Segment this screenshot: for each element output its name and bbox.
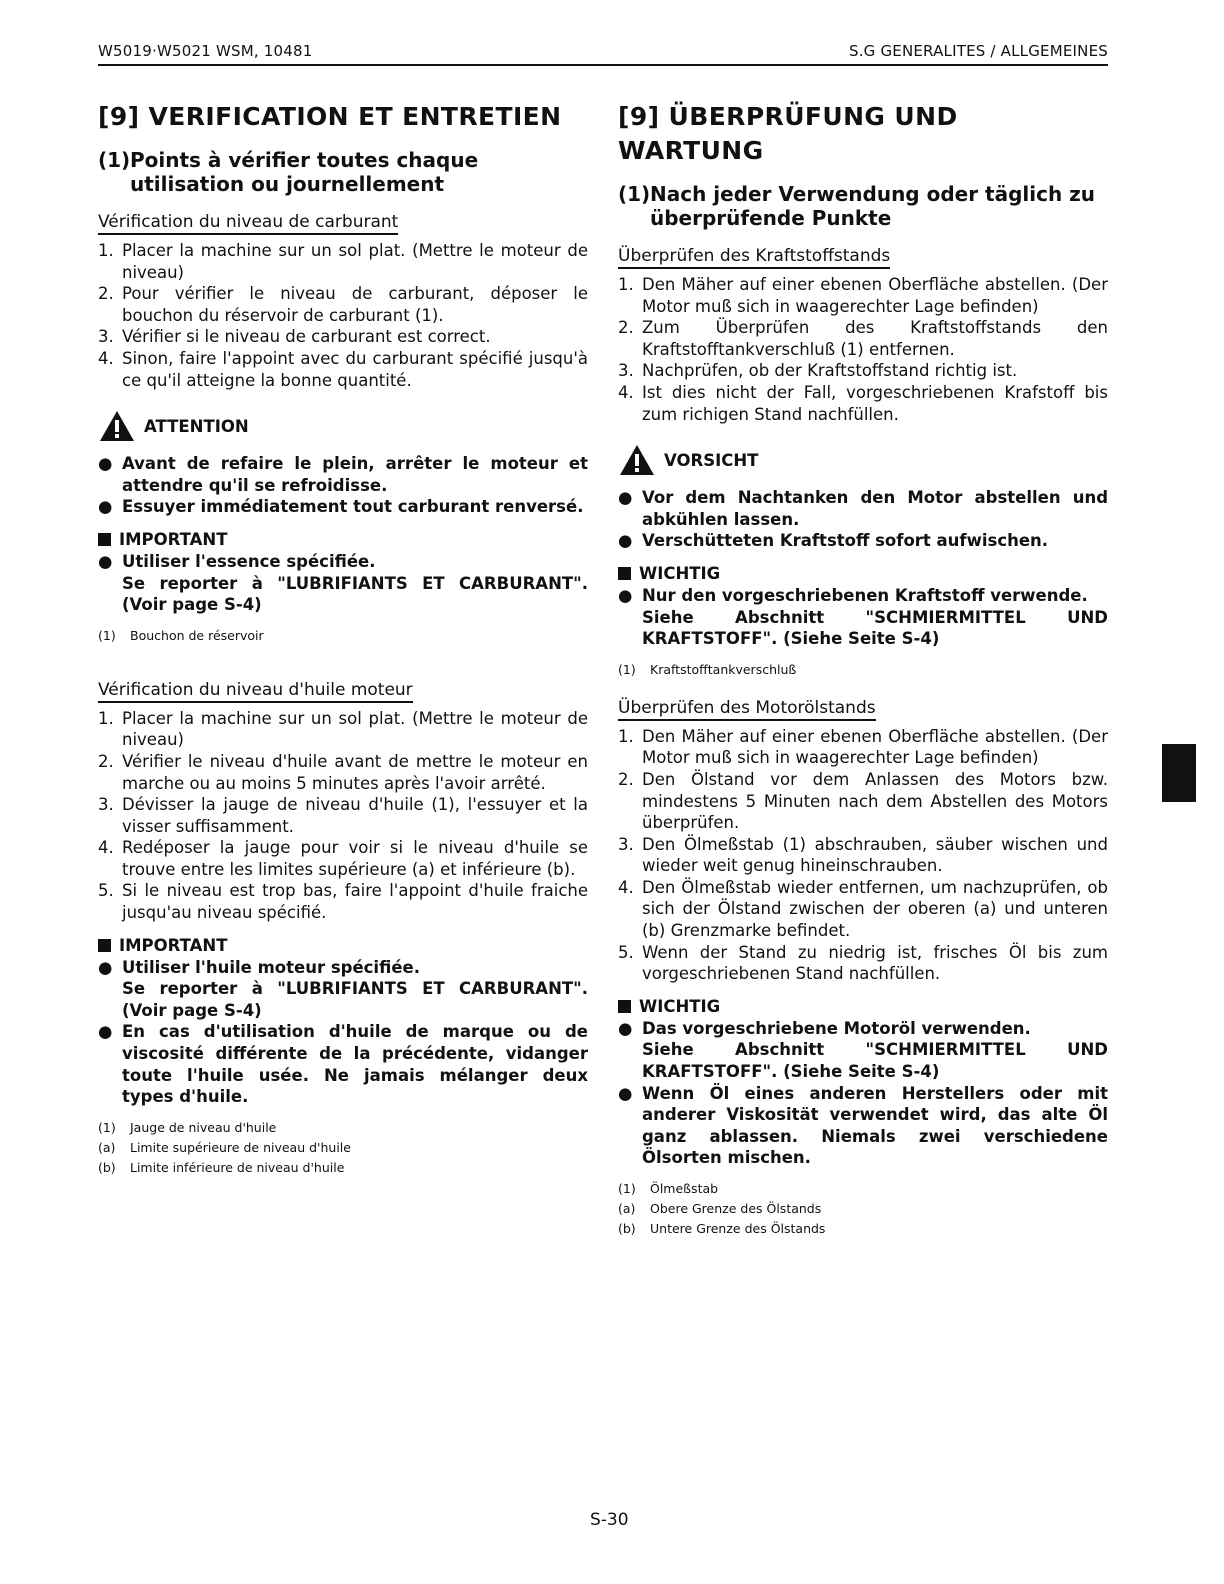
fuel-check-heading: Überprüfen des Kraftstoffstands — [618, 246, 890, 269]
step — [98, 283, 588, 326]
header-right: S.G GENERALITES / ALLGEMEINES — [848, 42, 1108, 60]
step-text: Vérifier le niveau d'huile avant de mettre le moteur en marche ou au moins 5 minutes après l'avoir arrêté. — [122, 751, 588, 793]
step-text: Si le niveau est trop bas, faire l'appoint d'huile fraiche jusqu'au niveau spécifié. — [122, 881, 588, 923]
note-key: (1) — [618, 1181, 636, 1196]
list-item — [98, 1021, 588, 1107]
step-text: Nachprüfen, ob der Kraftstoffstand richtig ist. — [642, 361, 1018, 381]
note-value: Ölmeßstab — [650, 1181, 719, 1196]
column-french — [98, 100, 588, 1178]
note — [618, 1199, 1108, 1219]
oil-check-heading: Vérification du niveau d'huile moteur — [98, 680, 413, 703]
note-key: (b) — [618, 1221, 636, 1236]
step-number: 3. — [98, 795, 114, 815]
list-text: Verschütteten Kraftstoff sofort aufwischen. — [642, 531, 1049, 551]
list-item — [618, 585, 1108, 650]
bullet-icon: ● — [618, 1018, 633, 1038]
oil-check-heading: Überprüfen des Motorölstands — [618, 698, 876, 721]
list-line: Siehe Abschnitt "SCHMIERMITTEL UND KRAFTSTOFF". (Siehe Seite S-4) — [642, 607, 1108, 649]
step-number: 4. — [98, 348, 114, 368]
step-number: 1. — [98, 241, 114, 260]
header-left: W5019·W5021 WSM, 10481 — [98, 42, 313, 60]
step — [98, 708, 588, 751]
step-text: Wenn der Stand zu niedrig ist, frisches Öl bis zum vorgeschriebenen Stand nachfüllen. — [642, 942, 1108, 984]
section-thumb-tab — [1162, 744, 1196, 802]
note — [98, 626, 588, 646]
step — [98, 326, 588, 348]
step — [98, 837, 588, 880]
figure-notes — [618, 660, 1108, 680]
step-number: 3. — [618, 834, 634, 854]
note — [98, 1118, 588, 1138]
list-item — [98, 551, 588, 616]
step — [618, 769, 1108, 834]
subsection-text: Nach jeder Verwendung oder täglich zu überprüfende Punkte — [650, 182, 1096, 230]
step-number: 1. — [618, 275, 634, 294]
note-value: Limite supérieure de niveau d'huile — [130, 1139, 351, 1155]
list-line: Wenn Öl eines anderen Herstellers oder mit anderer Viskosität verwendet wird, das alte Öl ganz ablassen. Niemals zwei verschiedene Ölsorten mischen. — [642, 1083, 1108, 1168]
step-number: 1. — [618, 726, 634, 746]
figure-notes — [98, 626, 588, 646]
list-line: Das vorgeschriebene Motoröl verwenden. — [642, 1018, 1031, 1038]
warning-icon — [98, 409, 136, 443]
important-list — [618, 585, 1108, 650]
step-number: 4. — [618, 382, 634, 402]
step — [98, 240, 588, 283]
step-text: Den Ölmeßstab (1) abschrauben, säuber wischen und wieder weit genug hineinschrauben. — [642, 834, 1108, 876]
step-text: Zum Überprüfen des Kraftstoffstands den Kraftstofftankverschluß (1) entfernen. — [642, 318, 1108, 359]
list-item — [618, 1083, 1108, 1169]
step — [618, 877, 1108, 942]
bullet-icon: ● — [98, 957, 113, 977]
bullet-icon: ● — [618, 1083, 633, 1103]
step-number: 2. — [618, 318, 634, 338]
header-rule — [98, 64, 1108, 66]
step — [618, 834, 1108, 877]
step-number: 2. — [618, 769, 634, 789]
step-number: 4. — [618, 877, 634, 897]
caution-block — [618, 443, 1108, 477]
list-text — [642, 585, 1108, 650]
step — [98, 794, 588, 837]
step-text: Den Ölmeßstab wieder entfernen, um nachzuprüfen, ob sich der Ölstand zwischen der oberen (a) und unteren (b) Grenzmarke befindet. — [642, 877, 1108, 941]
subsection-text: Points à vérifier toutes chaque utilisation ou journellement — [130, 148, 479, 196]
step-text: Vérifier si le niveau de carburant est correct. — [122, 327, 491, 347]
step — [98, 751, 588, 794]
figure-notes — [618, 1179, 1108, 1239]
note-key: (a) — [618, 1201, 636, 1216]
list-line: Utiliser l'huile moteur spécifiée. — [122, 957, 420, 977]
list-text: Vor dem Nachtanken den Motor abstellen und abkühlen lassen. — [642, 488, 1108, 529]
important-block — [98, 530, 588, 549]
list-text: Avant de refaire le plein, arrêter le moteur et attendre qu'il se refroidisse. — [122, 454, 588, 495]
caution-list — [618, 487, 1108, 552]
step — [98, 880, 588, 923]
note-value: Jauge de niveau d'huile — [130, 1119, 277, 1135]
step — [618, 317, 1108, 360]
page-number: S-30 — [590, 1510, 629, 1530]
bullet-icon: ● — [618, 531, 633, 551]
note-key: (1) — [618, 661, 636, 677]
figure-notes — [98, 1118, 588, 1178]
note — [618, 1179, 1108, 1199]
important-list — [618, 1018, 1108, 1169]
step-text: Placer la machine sur un sol plat. (Mettre le moteur de niveau) — [122, 241, 588, 282]
list-text — [122, 957, 588, 1022]
step — [618, 942, 1108, 985]
step-number: 5. — [618, 942, 634, 962]
subsection-number: (1) — [618, 182, 651, 206]
square-icon — [618, 567, 631, 580]
list-line: Se reporter à "LUBRIFIANTS ET CARBURANT". (Voir page S-4) — [122, 573, 588, 615]
list-line: En cas d'utilisation d'huile de marque ou de viscosité différente de la précédente, vidanger toute l'huile usée. Ne jamais mélanger deux types d'huile. — [122, 1022, 588, 1107]
list-item — [98, 496, 588, 518]
note-value: Limite inférieure de niveau d'huile — [130, 1159, 345, 1175]
step-text: Pour vérifier le niveau de carburant, déposer le bouchon du réservoir de carburant (1). — [122, 284, 588, 325]
important-label: WICHTIG — [639, 996, 721, 1016]
note-key: (b) — [98, 1159, 116, 1175]
important-list — [98, 551, 588, 616]
bullet-icon: ● — [98, 551, 113, 571]
note-key: (a) — [98, 1139, 116, 1155]
list-item — [618, 487, 1108, 530]
step-number: 5. — [98, 881, 114, 901]
important-block — [618, 564, 1108, 583]
subsection-number: (1) — [98, 148, 131, 172]
column-german — [618, 100, 1108, 1239]
list-line: Nur den vorgeschriebenen Kraftstoff verwende. — [642, 585, 1088, 605]
step-text: Den Ölstand vor dem Anlassen des Motors bzw. mindestens 5 Minuten nach dem Abstellen des Motors überprüfen. — [642, 769, 1108, 833]
important-list — [98, 957, 588, 1108]
important-block — [98, 936, 588, 955]
note-key: (1) — [98, 1119, 116, 1135]
step-number: 2. — [98, 751, 114, 771]
caution-list — [98, 453, 588, 518]
important-label: IMPORTANT — [119, 935, 228, 955]
fuel-check-steps — [618, 274, 1108, 425]
step-text: Placer la machine sur un sol plat. (Mettre le moteur de niveau) — [122, 708, 588, 750]
subsection-title — [618, 182, 1108, 230]
list-item — [618, 1018, 1108, 1083]
step-number: 3. — [618, 361, 634, 381]
fuel-check-heading: Vérification du niveau de carburant — [98, 212, 398, 235]
step-text: Den Mäher auf einer ebenen Oberfläche abstellen. (Der Motor muß sich in waagerechter Lage befinden) — [642, 726, 1108, 768]
note — [98, 1158, 588, 1178]
step-number: 2. — [98, 284, 114, 304]
step-number: 3. — [98, 327, 114, 347]
list-text — [642, 1018, 1108, 1083]
note-value: Untere Grenze des Ölstands — [650, 1221, 826, 1236]
step — [98, 348, 588, 391]
list-text — [642, 1083, 1108, 1169]
bullet-icon: ● — [98, 1022, 113, 1042]
list-text: Essuyer immédiatement tout carburant renversé. — [122, 497, 584, 517]
step-text: Redéposer la jauge pour voir si le niveau d'huile se trouve entre les limites supérieure (a) et inférieure (b). — [122, 838, 588, 879]
square-icon — [98, 939, 111, 952]
list-text — [122, 1021, 588, 1107]
note — [618, 1219, 1108, 1239]
note-value: Obere Grenze des Ölstands — [650, 1201, 822, 1216]
step — [618, 726, 1108, 769]
list-item — [98, 453, 588, 496]
caution-block — [98, 409, 588, 443]
step-text: Sinon, faire l'appoint avec du carburant spécifié jusqu'à ce qu'il atteigne la bonne quantité. — [122, 348, 588, 390]
caution-label: VORSICHT — [664, 450, 759, 470]
list-text — [122, 551, 588, 616]
note-value: Kraftstofftankverschluß — [650, 661, 797, 677]
bullet-icon: ● — [98, 497, 113, 517]
square-icon — [98, 533, 111, 546]
important-block — [618, 997, 1108, 1016]
list-item — [618, 530, 1108, 552]
step — [618, 360, 1108, 382]
bullet-icon: ● — [618, 488, 633, 508]
bullet-icon: ● — [618, 585, 633, 605]
oil-check-steps — [618, 726, 1108, 985]
bullet-icon: ● — [98, 454, 113, 474]
important-label: IMPORTANT — [119, 529, 228, 549]
fuel-check-steps — [98, 240, 588, 391]
square-icon — [618, 1000, 631, 1013]
step-text: Den Mäher auf einer ebenen Oberfläche abstellen. (Der Motor muß sich in waagerechter Lage befinden) — [642, 275, 1108, 316]
note-value: Bouchon de réservoir — [130, 627, 264, 643]
step — [618, 382, 1108, 425]
section-title: [9] VERIFICATION ET ENTRETIEN — [98, 102, 562, 131]
oil-check-steps — [98, 708, 588, 924]
list-line: Se reporter à "LUBRIFIANTS ET CARBURANT". (Voir page S-4) — [122, 979, 588, 1020]
list-line: Siehe Abschnitt "SCHMIERMITTEL UND KRAFTSTOFF". (Siehe Seite S-4) — [642, 1040, 1108, 1082]
section-title: [9] ÜBERPRÜFUNG UND WARTUNG — [618, 102, 958, 165]
step-number: 4. — [98, 838, 114, 858]
note — [618, 660, 1108, 680]
step — [618, 274, 1108, 317]
note-key: (1) — [98, 627, 116, 643]
caution-label: ATTENTION — [144, 416, 249, 436]
note — [98, 1138, 588, 1158]
subsection-title — [98, 148, 588, 196]
step-text: Dévisser la jauge de niveau d'huile (1), l'essuyer et la visser suffisamment. — [122, 795, 588, 836]
important-label: WICHTIG — [639, 563, 721, 583]
step-number: 1. — [98, 708, 114, 728]
list-item — [98, 957, 588, 1022]
step-text: Ist dies nicht der Fall, vorgeschriebenen Krafstoff bis zum richigen Stand nachfüllen. — [642, 382, 1108, 424]
warning-icon — [618, 443, 656, 477]
list-line: Utiliser l'essence spécifiée. — [122, 551, 376, 571]
